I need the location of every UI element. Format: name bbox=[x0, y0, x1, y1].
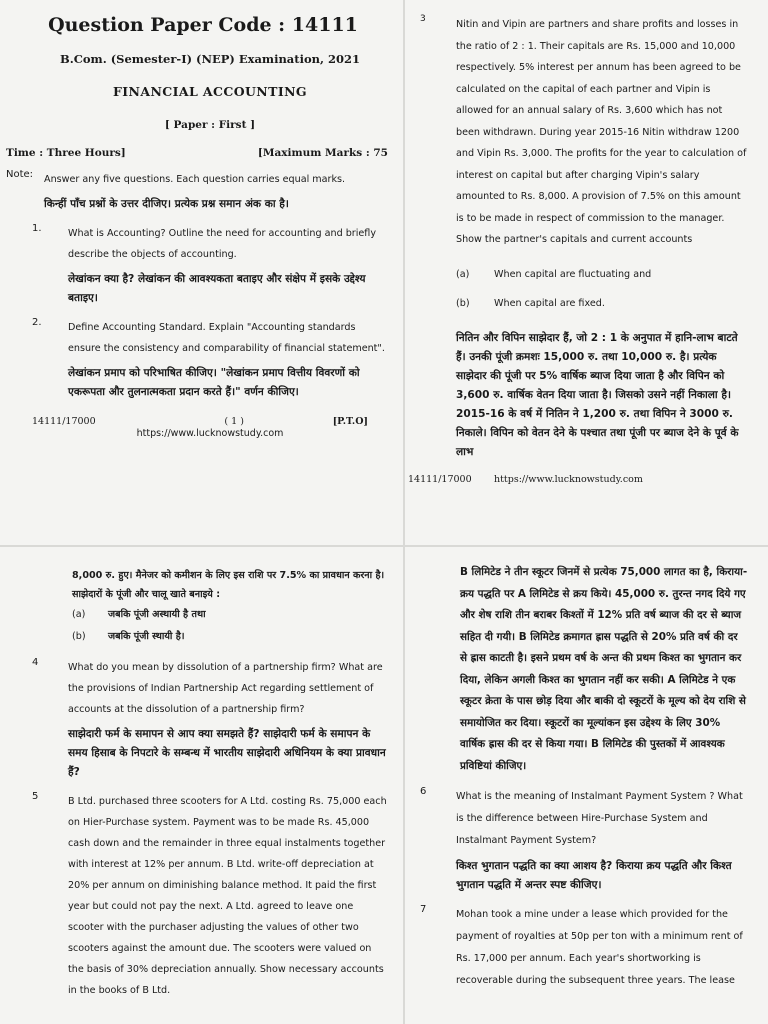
note-english: Answer any five questions. Each question carries equal marks. bbox=[44, 174, 346, 185]
page-4 bbox=[404, 546, 768, 1024]
question-3 bbox=[420, 14, 748, 251]
page-footer bbox=[408, 474, 748, 485]
subject-title: FINANCIAL ACCOUNTING bbox=[113, 84, 307, 99]
note-label: Note: bbox=[6, 169, 34, 180]
option-label: (b) bbox=[456, 297, 470, 309]
question-english: B Ltd. purchased three scooters for A Ltd. costing Rs. 75,000 each on Hier-Purchase system. Payment was to be made Rs. 45,000 cash down and the remainder in three equal instalments together with interest at 12% per annum. B Ltd. write-off depreciation at 20% per annum on diminishing balance method. It paid the first year but could not pay the next. A Ltd. agreed to leave one scooter with the purchaser adjusting the values of other two scooters against the amount due. The scooters were valued on the basis of 30% depreciation annually. Show necessary accounts in the books of B Ltd. bbox=[68, 796, 387, 996]
question-english: Define Accounting Standard. Explain "Accounting standards ensure the consistency and comparability of financial statement". bbox=[68, 322, 385, 354]
question-number: 2. bbox=[32, 317, 42, 328]
option-a bbox=[420, 269, 748, 280]
source-url: https://www.lucknowstudy.com bbox=[136, 428, 284, 439]
question-number: 5 bbox=[32, 791, 39, 802]
question-hindi: किश्त भुगतान पद्धति का क्या आशय है? किराया क्रय पद्धति और किश्त भुगतान पद्धति में अन्तर स्पष्ट कीजिए। bbox=[456, 860, 732, 891]
time-allowed: Time : Three Hours] bbox=[6, 147, 126, 159]
question-hindi: नितिन और विपिन साझेदार हैं, जो 2 : 1 के अनुपात में हानि-लाभ बाटते हैं। उनकी पूंजी क्रमशः 15,000 रु. तथा 10,000 रु. है। प्रत्येक साझेदार की पूंजी पर 5% वार्षिक ब्याज दिया जाता है और विपिन को 3,600 रु. वार्षिक वेतन दिया जाता है। जिसको उसने नहीं निकाला है। 2015-16 के वर्ष में नितिन ने 1,200 रु. तथा विपिन ने 3000 रु. निकाले। विपिन को वेतन देने के पश्चात तथा पूंजी पर ब्याज देने के पूर्व के लाभ bbox=[456, 331, 739, 458]
option-b bbox=[72, 626, 388, 648]
exam-name: B.Com. (Semester-I) (NEP) Examination, 2021 bbox=[60, 52, 360, 66]
question-3-continued: 8,000 रु. हुए। मैनेजर को कमीशन के लिए इस राशि पर 7.5% का प्रावधान करना है। साझेदारों के पूंजी और चालू खाते बनाइये : bbox=[72, 570, 385, 600]
please-turn-over: [P.T.O] bbox=[332, 416, 368, 427]
question-number: 4 bbox=[32, 657, 39, 668]
option-label: (a) bbox=[456, 268, 470, 280]
question-number: 1. bbox=[32, 223, 42, 234]
page-number: ( 1 ) bbox=[224, 416, 244, 427]
question-hindi: लेखांकन क्या है? लेखांकन की आवश्यकता बताइए और संक्षेप में इसके उद्देश्य बताइए। bbox=[68, 273, 366, 304]
option-text: जबकि पूंजी अस्थायी है तथा bbox=[108, 609, 206, 620]
question-number: 3 bbox=[420, 14, 426, 24]
question-number: 7 bbox=[420, 904, 427, 915]
instructions-note bbox=[6, 169, 388, 214]
maximum-marks: [Maximum Marks : 75 bbox=[257, 147, 388, 159]
question-english: Mohan took a mine under a lease which provided for the payment of royalties at 50p per ton with a minimum rent of Rs. 17,000 per annum. Each year's shortworking is recoverable during the subsequent three years. The lease bbox=[456, 909, 743, 986]
question-5-hindi: B लिमिटेड ने तीन स्कूटर जिनमें से प्रत्येक 75,000 लागत का है, किराया-क्रय पद्धति पर A लिमिटेड से क्रय किये। 45,000 रु. तुरन्त नगद दिये गए और शेष राशि तीन बराबर किश्तों में 12% प्रति वर्ष ब्याज की दर से ब्याज सहित दी गयी। B लिमिटेड क्रमागत ह्रास पद्धति से 20% प्रति वर्ष की दर से ह्रास काटती है। इसने प्रथम वर्ष के अन्त की प्रथम किश्त का भुगतान कर दिया, लेकिन अगली किश्त का भुगतान नहीं कर सकी। A लिमिटेड ने एक स्कूटर क्रेता के पास छोड़ दिया और बाकी दो स्कूटरों के मूल्य को देय राशि से समायोजित कर दिया। स्कूटरों का मूल्यांकन इस उद्देश्य के लिए 30% वार्षिक ह्रास की दर से किया गया। B लिमिटेड की पुस्तकों में आवश्यक प्रविष्टियां कीजिए। bbox=[460, 566, 748, 772]
option-text: When capital are fixed. bbox=[494, 297, 605, 309]
paper-ref: 14111/17000 bbox=[408, 473, 472, 485]
option-label: (a) bbox=[72, 609, 86, 620]
question-english: What do you mean by dissolution of a partnership firm? What are the provisions of Indian Partnership Act regarding settlement of accounts at the dissolution of a partnership firm? bbox=[68, 662, 383, 715]
question-6 bbox=[420, 786, 748, 895]
question-7 bbox=[420, 904, 748, 992]
question-english: What is the meaning of Instalmant Payment System ? What is the difference between Hire-Purchase System and Instalmant Payment System? bbox=[456, 791, 743, 846]
option-text: When capital are fluctuating and bbox=[494, 268, 652, 280]
question-number: 6 bbox=[420, 786, 427, 797]
paper-label: [ Paper : First ] bbox=[164, 119, 256, 131]
question-paper-code: Question Paper Code : 14111 bbox=[48, 14, 358, 36]
source-url: https://www.lucknowstudy.com bbox=[494, 473, 643, 485]
question-4 bbox=[32, 657, 388, 782]
option-text: जबकि पूंजी स्थायी है। bbox=[108, 631, 185, 642]
paper-ref: 14111/17000 bbox=[32, 416, 96, 427]
question-5 bbox=[32, 791, 388, 1001]
page-2 bbox=[404, 0, 768, 546]
question-2 bbox=[32, 317, 388, 402]
question-1 bbox=[32, 223, 388, 308]
question-hindi: साझेदारी फर्म के समापन से आप क्या समझते हैं? साझेदारी फर्म के समापन के समय हिसाब के निपटारे के सम्बन्ध में भारतीय साझेदारी अधिनियम के क्या प्रावधान हैं? bbox=[68, 728, 386, 778]
question-hindi: लेखांकन प्रमाप को परिभाषित कीजिए। "लेखांकन प्रमाप वित्तीय विवरणों को एकरूपता और तुलनात्मकता प्रदान करते हैं।" वर्णन कीजिए। bbox=[68, 367, 360, 398]
question-english: What is Accounting? Outline the need for accounting and briefly describe the objects of accounting. bbox=[68, 228, 377, 260]
time-marks-row bbox=[6, 147, 388, 159]
option-b bbox=[420, 298, 748, 309]
question-english: Nitin and Vipin are partners and share profits and losses in the ratio of 2 : 1. Their capitals are Rs. 15,000 and 10,000 respectively. 5% interest per annum has been agreed to be calculated on the capital of each partner and Vipin is allowed for an annual salary of Rs. 3,600 which has not been withdrawn. During year 2015-16 Nitin withdraw 1200 and Vipin Rs. 3,000. The profits for the year to calculation of interest on capital but after charging Vipin's salary amounted to Rs. 8,000. A provision of 7.5% on this amount is to be made in respect of commission to the manager. Show the partner's capitals and current accounts bbox=[456, 19, 747, 245]
page-footer bbox=[32, 416, 388, 427]
option-a bbox=[72, 604, 388, 626]
question-3-options bbox=[32, 604, 388, 648]
page-1 bbox=[0, 0, 404, 546]
option-label: (b) bbox=[72, 631, 86, 642]
page-3 bbox=[0, 546, 404, 1024]
note-hindi: किन्हीं पाँच प्रश्नों के उत्तर दीजिए। प्रत्येक प्रश्न समान अंक का है। bbox=[44, 198, 289, 210]
